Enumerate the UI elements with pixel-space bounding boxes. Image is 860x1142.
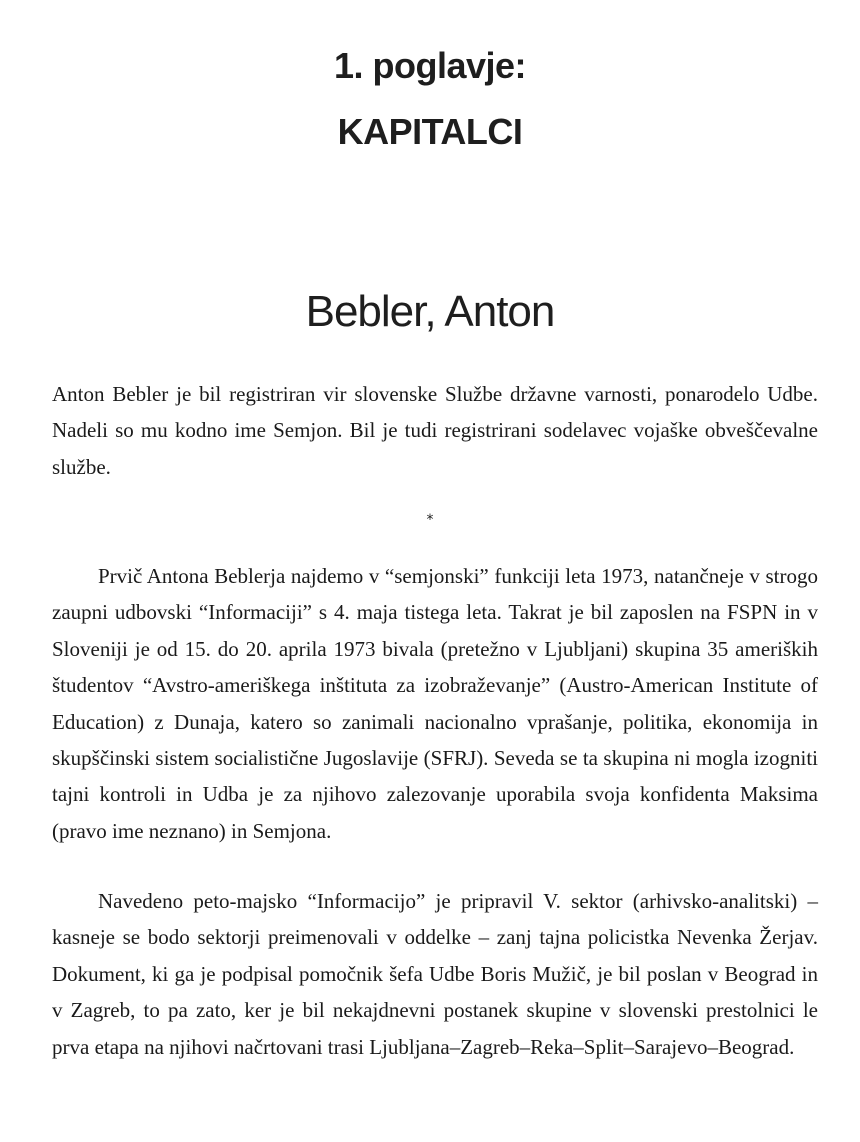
section-title: Bebler, Anton xyxy=(305,287,555,336)
body-paragraph-2: Navedeno peto-majsko “Informacijo” je pripravil V. sektor (arhivsko-analitski) – kasneje se bodo sektorji preimenovali v oddelke – zanj tajna policistka Nevenka Žerjav. Dokument, ki ga je podpisal pomočnik šefa Udbe Boris Mužič, je bil poslan v Beograd in v Zagreb, to pa zato, ker je bil nekajdnevni postanek skupine v slovenski prestolnici le prva etapa na njihovi načrtovani trasi Ljubljana–Zagreb–Reka–Split–Sarajevo–Beograd. xyxy=(52,889,818,1059)
chapter-number: 1. poglavje: xyxy=(333,45,527,86)
chapter-title: KAPITALCI xyxy=(337,111,523,152)
intro-paragraph: Anton Bebler je bil registriran vir slovenske Službe državne varnosti, ponarodelo Udbe. Nadeli so mu kodno ime Semjon. Bil je tudi registrirani sodelavec vojaške obveščevalne službe. xyxy=(52,382,818,479)
section-separator: * xyxy=(426,512,434,528)
body-paragraph-1: Prvič Antona Beblerja najdemo v “semjonski” funkciji leta 1973, natančneje v strogo zaupni udbovski “Informaciji” s 4. maja tistega leta. Takrat je bil zaposlen na FSPN in v Sloveniji je od 15. do 20. aprila 1973 bivala (pretežno v Ljubljani) skupina 35 ameriških študentov “Avstro-ameriškega inštituta za izobraževanje” (Austro-American Institute of Education) z Dunaja, katero so zanimali nacionalno vprašanje, politika, ekonomija in skupščinski sistem socialistične Jugoslavije (SFRJ). Seveda se ta skupina ni mogla izogniti tajni kontroli in Udba je za njihovo zalezovanje uporabila svoja konfidenta Maksima (pravo ime neznano) in Semjona. xyxy=(52,564,818,843)
